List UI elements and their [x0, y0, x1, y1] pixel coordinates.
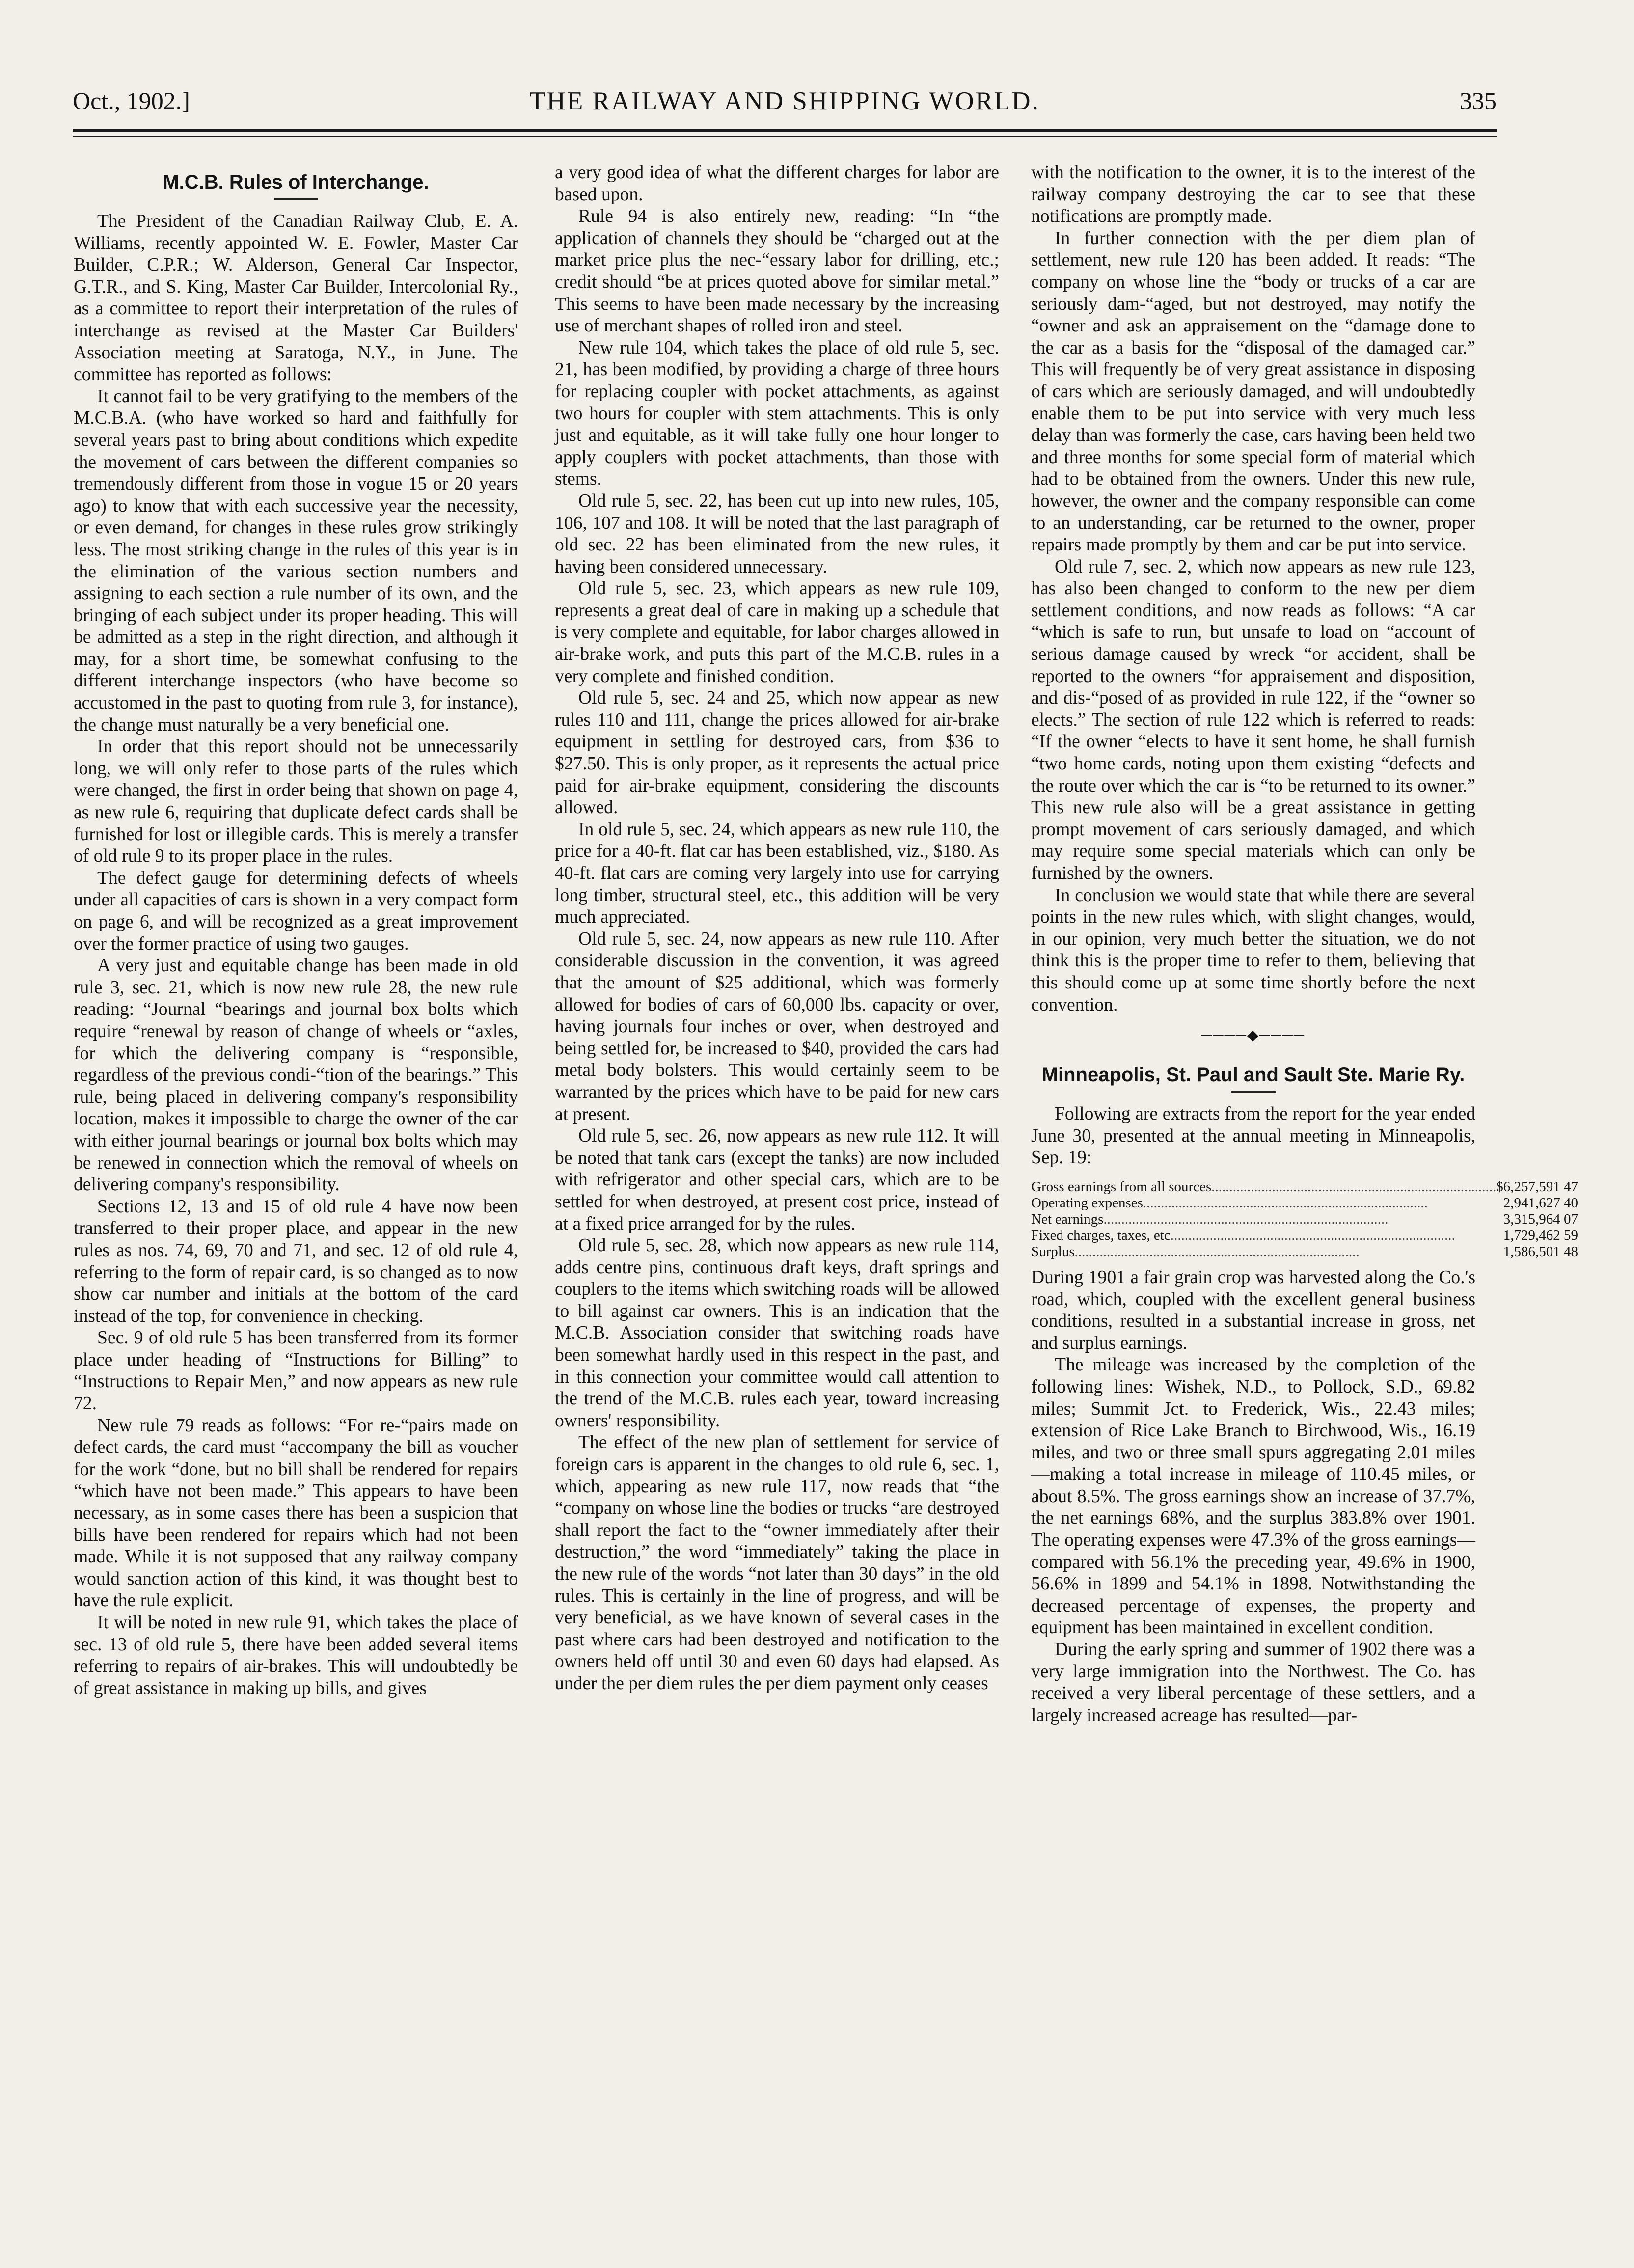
paragraph: It will be noted in new rule 91, which takes the place of sec. 13 of old rule 5, there have been added several items referring to repairs of air-brakes. This will undoubtedly be of great assistance in making up bills, and gives	[74, 1612, 518, 1698]
leader-dots: ................................................................................	[1074, 1243, 1360, 1259]
row-label	[1031, 1179, 1496, 1195]
row-label-text: Fixed charges, taxes, etc	[1031, 1227, 1171, 1243]
row-label	[1031, 1195, 1496, 1211]
paragraph: The effect of the new plan of settlement for service of foreign cars is apparent in the changes to old rule 6, sec. 1, which, appearing as new rule 117, now reads that “the “company on whose line the bodies or trucks “are destroyed shall report the fact to the “owner immediately after their destruction,” the word “immediately” taking the place in the new rule of the words “not later than 30 days” in the old rules. This is certainly in the line of progress, and will be very beneficial, as we have known of several cases in the past where cars had been destroyed and notification to the owners held off until 30 and even 60 days had elapsed. As under the per diem rules the per diem payment only ceases	[555, 1432, 999, 1694]
title-divider	[274, 198, 318, 200]
paragraph: Sec. 9 of old rule 5 has been transferred from its former place under heading of “Instructions for Billing” to “Instructions to Repair Men,” and now appears as new rule 72.	[74, 1328, 518, 1414]
paragraph: Old rule 5, sec. 23, which appears as new rule 109, represents a great deal of care in making up a schedule that is very complete and equitable, for labor charges allowed in air-brake work, and puts this part of the M.C.B. rules in a very complete and finished condition.	[555, 578, 999, 686]
paragraph: Old rule 5, sec. 26, now appears as new rule 112. It will be noted that tank cars (except the tanks) are now included with refrigerator and other special cars, which are to be settled for when destroyed, at present cost price, instead of at a fixed price arranged for by the rules.	[555, 1126, 999, 1234]
paragraph: In old rule 5, sec. 24, which appears as new rule 110, the price for a 40-ft. flat car has been established, viz., $180. As 40-ft. flat cars are coming very largely into use for carrying long timber, structural steel, etc., this addition will be very much appreciated.	[555, 819, 999, 928]
paragraph: The mileage was increased by the completion of the following lines: Wishek, N.D., to Pollock, S.D., 69.82 miles; Summit Jct. to Frederick, Wis., 22.43 miles; extension of Rice Lake Branch to Birchwood, Wis., 16.19 miles, and two or three small spurs aggregating 2.01 miles—making a total increase in mileage of 110.45 miles, or about 8.5%. The gross earnings show an increase of 37.7%, the net earnings 68%, and the surplus 383.8% over 1901. The operating expenses were 47.3% of the gross earnings—compared with 56.1% the preceding year, 49.6% in 1900, 56.6% in 1899 and 54.1% in 1898. Notwithstanding the decreased percentage of expenses, the property and equipment has been maintained in excellent condition.	[1031, 1355, 1475, 1638]
paragraph: It cannot fail to be very gratifying to the members of the M.C.B.A. (who have worked so hard and faithfully for several years past to bring about conditions which expedite the movement of cars between the different companies so tremendously different from those in vogue 15 or 20 years ago) to know that with each successive year the necessity, or even demand, for changes in these rules grow strikingly less. The most striking change in the rules of this year is in the elimination of the various section numbers and assigning to each section a rule number of its own, and the bringing of each subject under its proper heading. This will be admitted as a step in the right direction, and although it may, for a short time, be somewhat confusing to the different interchange inspectors (who have become so accustomed in the past to quoting from rule 3, for instance), the change must naturally be a very beneficial one.	[74, 386, 518, 735]
paragraph: In further connection with the per diem plan of settlement, new rule 120 has been added. It reads: “The company on whose line the “body or trucks of a car are seriously dam-“aged, but not destroyed, may notify the “owner and ask an appraisement on the “damage done to the car as a basis for the “disposal of the damaged car.” This will frequently be of very great assistance in disposing of cars which are seriously damaged, and will undoubtedly enable them to be put into service with very much less delay than was formerly the case, cars having been held two and three months for some special form of material which had to be obtained from the owners. Under this new rule, however, the owner and the company responsible can come to an understanding, car be returned to the owner, proper repairs made promptly by them and car be put into service.	[1031, 228, 1475, 555]
paragraph: Following are extracts from the report for the year ended June 30, presented at the annual meeting in Minneapolis, Sep. 19:	[1031, 1104, 1475, 1168]
column-2	[555, 162, 999, 2141]
paragraph: a very good idea of what the different charges for labor are based upon.	[555, 163, 999, 205]
paragraph: New rule 79 reads as follows: “For re-“pairs made on defect cards, the card must “accompany the bill as voucher for the work “done, but no bill shall be rendered for repairs “which have not been made.” This appears to have been necessary, as in some cases there has been a suspicion that bills have been rendered for repairs which had not been made. While it is not supposed that any railway company would sanction action of this kind, it was thought best to have the rule explicit.	[74, 1415, 518, 1611]
paragraph: Sections 12, 13 and 15 of old rule 4 have now been transferred to their proper place, and appear in the new rules as nos. 74, 69, 70 and 71, and sec. 12 of old rule 4, referring to the form of repair card, is so changed as to now show car number and initials at the bottom of the card instead of the top, for convenience in checking.	[74, 1196, 518, 1326]
paragraph: New rule 104, which takes the place of old rule 5, sec. 21, has been modified, by providing a charge of three hours for replacing coupler with pocket attachments, as against two hours for coupler with stem attachments. This is only just and equitable, as it will take fully one hour longer to apply couplers with pocket attachments, than those with stems.	[555, 337, 999, 490]
paragraph: In order that this report should not be unnecessarily long, we will only refer to those parts of the rules which were changed, the first in order being that shown on page 4, as new rule 6, requiring that duplicate defect cards shall be furnished for lost or illegible cards. This is merely a transfer of old rule 9 to its proper place in the rules.	[74, 737, 518, 867]
paragraph: During the early spring and summer of 1902 there was a very large immigration into the Northwest. The Co. has received a very liberal percentage of these settlers, and a largely increased acreage has resulted—par-	[1031, 1640, 1475, 1725]
paragraph: Old rule 5, sec. 24 and 25, which now appear as new rules 110 and 111, change the prices allowed for air-brake equipment in settling for destroyed cars, from $36 to $27.50. This is only proper, as it represents the actual price paid for air-brake equipment, considering the discounts allowed.	[555, 688, 999, 818]
table-row	[1031, 1179, 1578, 1195]
article-title: Minneapolis, St. Paul and Sault Ste. Marie Ry.	[1041, 1064, 1465, 1086]
table-row	[1031, 1228, 1578, 1244]
row-value: 1,729,462 59	[1503, 1227, 1578, 1243]
paragraph: During 1901 a fair grain crop was harvested along the Co.'s road, which, coupled with the excellent general business conditions, resulted in a substantial increase in gross, net and surplus earnings.	[1031, 1267, 1475, 1353]
paragraph: A very just and equitable change has been made in old rule 3, sec. 21, which is now new rule 28, the new rule reading: “Journal “bearings and journal box bolts which require “renewal by reason of change of wheels or “axles, for which the delivering company is “responsible, regardless of the previous condi-“tion of the bearings.” This rule, being placed in delivering company's responsibility location, makes it impossible to charge the owner of the car with either journal bearings or journal box bolts which may be renewed in connection which the removal of wheels on delivering company's responsibility.	[74, 956, 518, 1195]
leader-dots: ................................................................................	[1211, 1178, 1497, 1195]
paragraph: Rule 94 is also entirely new, reading: “In “the application of channels they should be “charged out at the market price plus the nec-“essary labor for drilling, etc.; credit should “be at prices quoted above for similar metal.” This seems to have been made necessary by the increasing use of merchant shapes of rolled iron and steel.	[555, 206, 999, 336]
header-rule-thick	[73, 129, 1497, 132]
publication-title: THE RAILWAY AND SHIPPING WORLD.	[529, 87, 1040, 115]
paragraph: The defect gauge for determining defects of wheels under all capacities of cars is shown in a very compact form on page 6, and will be recognized as a great improvement over the former practice of using two gauges.	[74, 868, 518, 954]
row-value: 3,315,964 07	[1503, 1211, 1578, 1227]
paragraph: Old rule 5, sec. 24, now appears as new rule 110. After considerable discussion in the convention, it was agreed that the amount of $25 additional, which was formerly allowed for bodies of cars of 60,000 lbs. capacity or over, having journals four inches or over, when destroyed and being settled for, be increased to $40, provided the cars had metal body bolsters. This would certainly seem to be warranted by the prices which have to be paid for new cars at present.	[555, 929, 999, 1124]
page-header	[73, 82, 1497, 122]
row-label-text: Surplus	[1031, 1243, 1075, 1259]
article-title: M.C.B. Rules of Interchange.	[163, 171, 429, 193]
leader-dots: ................................................................................	[1103, 1211, 1389, 1227]
row-label	[1031, 1228, 1496, 1244]
header-date: Oct., 1902.]	[73, 87, 190, 114]
table-row	[1031, 1211, 1578, 1228]
paragraph: Old rule 7, sec. 2, which now appears as new rule 123, has also been changed to conform to the new per diem settlement conditions, and now reads as follows: “A car “which is safe to run, but unsafe to load on “account of serious damage caused by wreck “or accident, shall be reported to the owners “for appraisement and disposition, and dis-“posed of as provided in rule 122, if the “owner so elects.” The section of rule 122 which is referred to reads: “If the owner “elects to have it sent home, he shall furnish “two home cards, noting upon them existing “defects and the route over which the car is “to be returned to its owner.” This new rule also will be a great assistance in getting prompt movement of cars seriously damaged, and which may require some special materials which can only be furnished by the owners.	[1031, 556, 1475, 883]
header-rule-thin	[73, 136, 1497, 137]
column-1	[74, 162, 518, 2141]
paragraph: Old rule 5, sec. 28, which now appears as new rule 114, adds centre pins, continuous draft keys, draft springs and couplers to the items which switching roads will be allowed to bill against car owners. This is an indication that the M.C.B. Association consider that switching roads have been somewhat hardly used in this respect in the past, and in this connection your committee would call attention to the trend of the M.C.B. rules each year, toward increasing owners' responsibility.	[555, 1235, 999, 1431]
leader-dots: ................................................................................	[1170, 1227, 1455, 1243]
table-row	[1031, 1195, 1578, 1211]
paragraph: with the notification to the owner, it is to the interest of the railway company destroying the car to see that these notifications are promptly made.	[1031, 163, 1475, 227]
paragraph: Old rule 5, sec. 22, has been cut up into new rules, 105, 106, 107 and 108. It will be noted that the last paragraph of old sec. 22 has been eliminated from the new rules, it having been considered unnecessary.	[555, 491, 999, 577]
row-label-text: Gross earnings from all sources	[1031, 1178, 1212, 1195]
financial-table	[1031, 1179, 1578, 1260]
column-3	[1031, 162, 1578, 2141]
paragraph: In conclusion we would state that while there are several points in the new rules which, with slight changes, would, in our opinion, very much better the situation, we do not think this is the proper time to refer to them, believing that this should come up at some time shortly before the next convention.	[1031, 885, 1475, 1015]
row-value: 1,586,501 48	[1503, 1243, 1578, 1259]
row-label	[1031, 1244, 1496, 1260]
leader-dots: ................................................................................	[1143, 1195, 1428, 1211]
table-row	[1031, 1244, 1578, 1260]
row-label-text: Operating expenses	[1031, 1195, 1143, 1211]
row-value: $6,257,591 47	[1496, 1178, 1578, 1195]
paragraph: The President of the Canadian Railway Club, E. A. Williams, recently appointed W. E. Fowler, Master Car Builder, C.P.R.; W. Alderson, General Car Inspector, G.T.R., and S. King, Master Car Builder, Intercolonial Ry., as a committee to report their interpretation of the rules of interchange as revised at the Master Car Builders' Association meeting at Saratoga, N.Y., in June. The committee has reported as follows:	[74, 211, 518, 385]
page-number: 335	[1460, 87, 1497, 114]
row-label	[1031, 1211, 1496, 1228]
row-label-text: Net earnings	[1031, 1211, 1104, 1227]
row-value: 2,941,627 40	[1503, 1195, 1578, 1211]
section-ornament: ────◆────	[1201, 1027, 1306, 1044]
title-divider	[1231, 1091, 1276, 1093]
